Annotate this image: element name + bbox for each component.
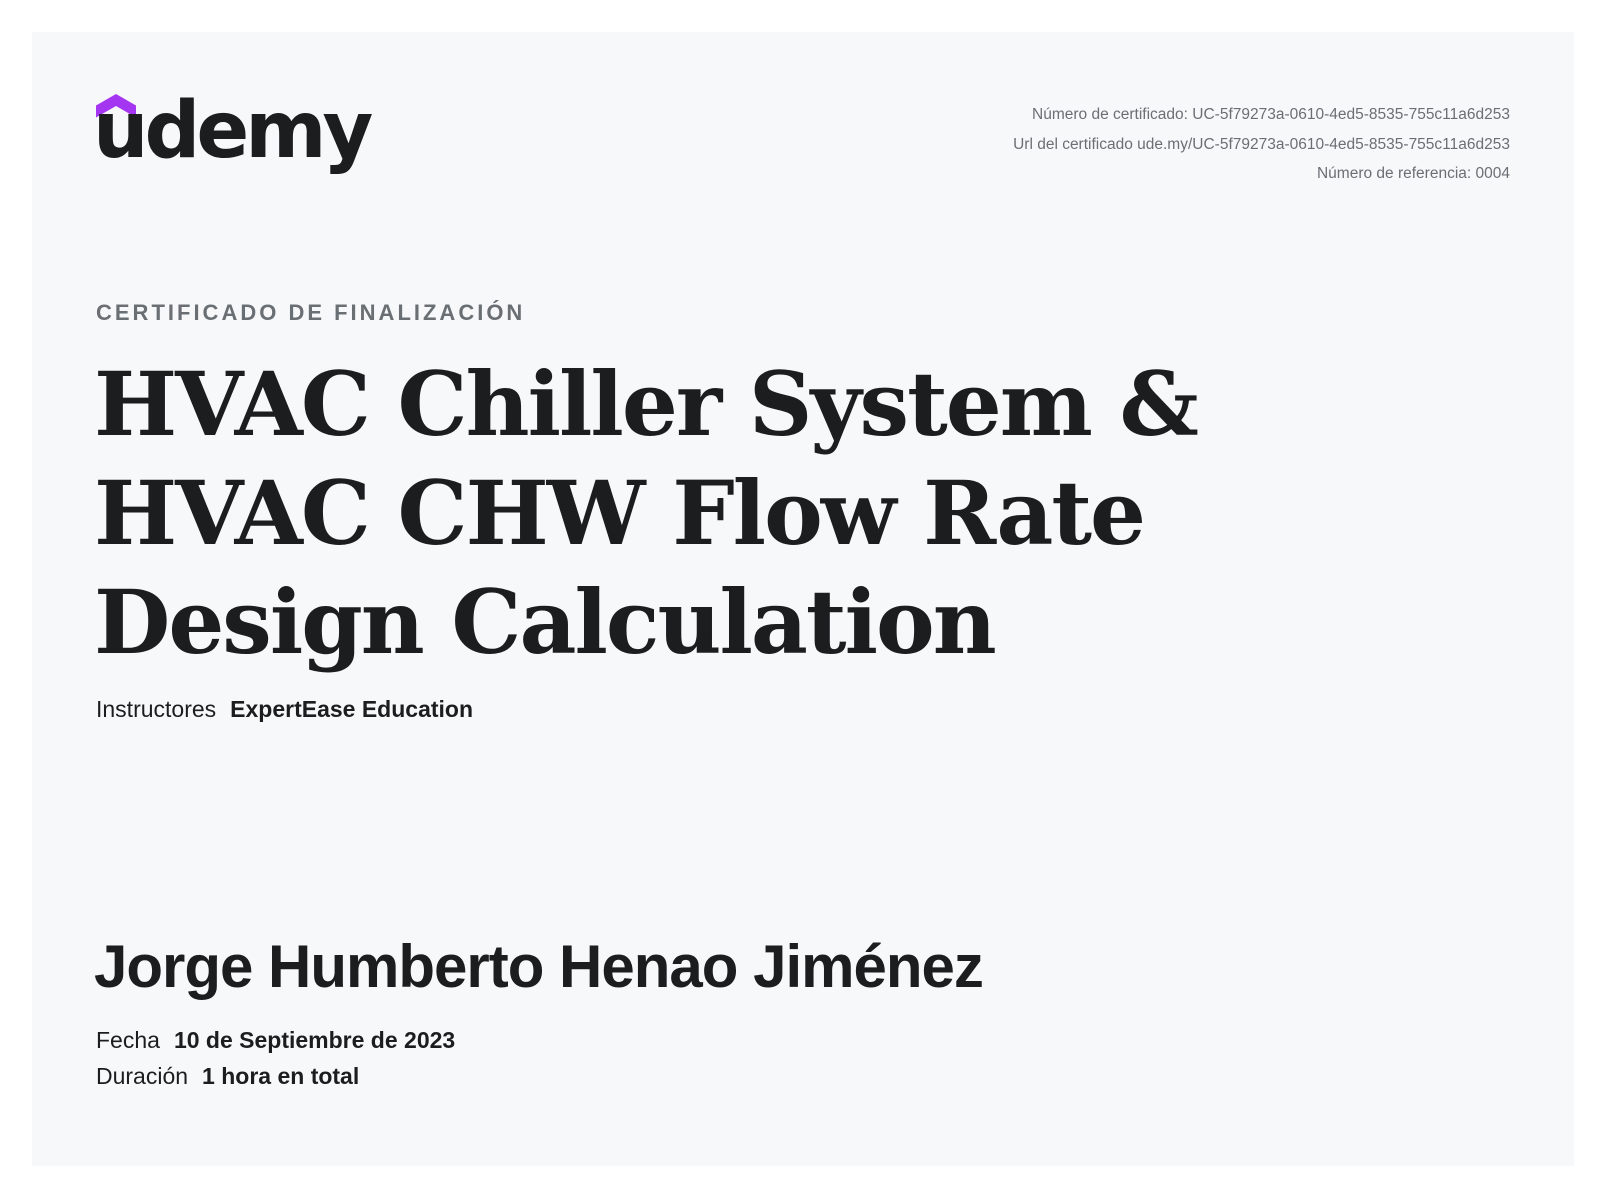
date-value: 10 de Septiembre de 2023 bbox=[173, 1027, 456, 1053]
duration-line bbox=[96, 1063, 359, 1090]
instructors-value: ExpertEase Education bbox=[230, 696, 474, 722]
student-name: Jorge Humberto Henao Jiménez bbox=[94, 933, 983, 1000]
instructors-line bbox=[96, 696, 473, 723]
udemy-logo-wordmark: udemy bbox=[93, 86, 370, 176]
instructors-label: Instructores bbox=[96, 696, 217, 722]
certificate-sheet bbox=[32, 32, 1574, 1166]
course-title: HVAC Chiller System & HVAC CHW Flow Rate Design Calculation bbox=[94, 352, 1197, 674]
certificate-meta bbox=[1013, 100, 1510, 189]
duration-label: Duración bbox=[96, 1063, 189, 1089]
certificate-number: Número de certificado: UC-5f79273a-0610-4ed5-8535-755c11a6d253 bbox=[1032, 106, 1510, 123]
reference-number: Número de referencia: 0004 bbox=[1316, 165, 1510, 182]
date-line bbox=[96, 1027, 455, 1054]
udemy-logo bbox=[93, 86, 370, 196]
duration-value: 1 hora en total bbox=[202, 1063, 360, 1089]
date-label: Fecha bbox=[96, 1027, 160, 1053]
certificate-url: Url del certificado ude.my/UC-5f79273a-0610-4ed5-8535-755c11a6d253 bbox=[1013, 135, 1510, 153]
certificate-kicker: CERTIFICADO DE FINALIZACIÓN bbox=[96, 300, 526, 325]
